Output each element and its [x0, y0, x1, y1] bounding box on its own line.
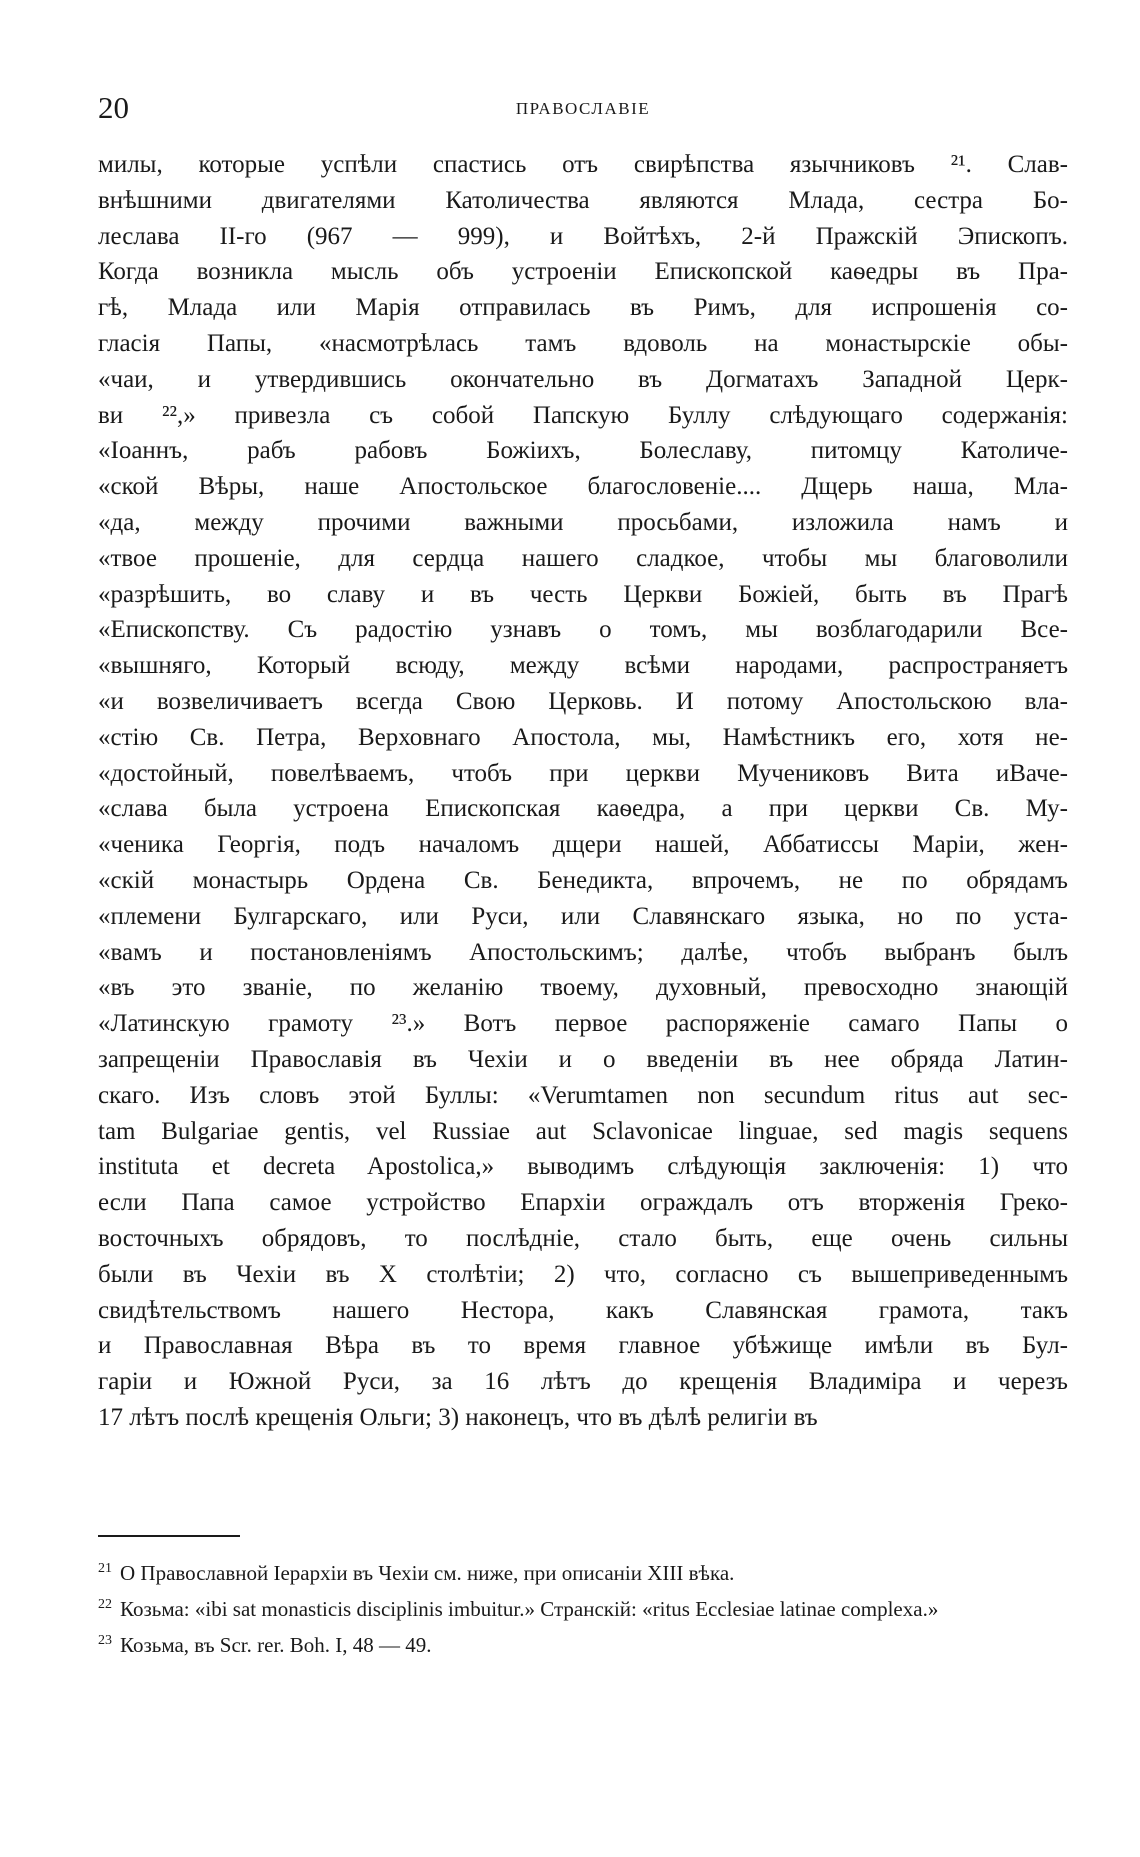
footnote-text: Козьма: «ibi sat monasticis disciplinis imbuitur.» Странскій: «ritus Ecclesiae latinae complexa.»: [120, 1597, 939, 1621]
text-line: tam Bulgariae gentis, vel Russiae aut Sclavonicae linguae, sed magis sequens: [98, 1117, 1068, 1145]
text-line: «Латинскую грамоту ²³.» Вотъ первое распоряженіе самаго Папы о: [98, 1010, 1068, 1038]
text-line: «скій монастырь Ордена Св. Бенедикта, впрочемъ, не по обрядамъ: [98, 866, 1068, 894]
text-line: instituta et decreta Apostolica,» выводимъ слѣдующія заключенія: 1) что: [98, 1153, 1068, 1181]
text-line: скаго. Изъ словъ этой Буллы: «Verumtamen non secundum ritus aut sec-: [98, 1081, 1068, 1109]
footnote-mark: 23: [98, 1633, 112, 1648]
text-line: гласія Папы, «насмотрѣлась тамъ вдоволь на монастырскіе обы-: [98, 329, 1068, 357]
text-line: запрещеніи Православія въ Чехіи и о введеніи въ нее обряда Латин-: [98, 1045, 1068, 1073]
text-line: «племени Булгарскаго, или Руси, или Славянскаго языка, но по уста-: [98, 902, 1068, 930]
text-line: ви ²²,» привезла съ собой Папскую Буллу слѣдующаго содержанія:: [98, 401, 1068, 429]
text-line: внѣшними двигателями Католичества являются Млада, сестра Бо-: [98, 186, 1068, 214]
text-line: «Епископству. Съ радостію узнавъ о томъ, мы возблагодарили Все-: [98, 616, 1068, 644]
footnote-mark: 22: [98, 1597, 112, 1612]
page-number: 20: [98, 90, 129, 125]
text-line: «слава была устроена Епископская каѳедра, а при церкви Св. Му-: [98, 795, 1068, 823]
footnote-mark: 21: [98, 1561, 112, 1576]
footnote-divider: [98, 1535, 240, 1537]
text-line: «ченика Георгія, подъ началомъ дщери нашей, Аббатиссы Маріи, жен-: [98, 831, 1068, 859]
text-line: «чаи, и утвердившись окончательно въ Догматахъ Западной Церк-: [98, 365, 1068, 393]
text-line: леслава II-го (967 — 999), и Войтѣхъ, 2-й Пражскій Эпископъ.: [98, 222, 1068, 250]
text-line: если Папа самое устройство Епархіи ограждалъ отъ вторженія Греко-: [98, 1189, 1068, 1217]
footnote-text: О Православной Іерархіи въ Чехіи см. ниже, при описаніи XIII вѣка.: [120, 1561, 735, 1585]
text-line: «Іоаннъ, рабъ рабовъ Божіихъ, Болеславу, питомцу Католиче-: [98, 437, 1068, 465]
footnote: [98, 1551, 1068, 1587]
text-line: гаріи и Южной Руси, за 16 лѣтъ до крещенія Владиміра и черезъ: [98, 1368, 1068, 1396]
text-line: гѣ, Млада или Марія отправилась въ Римъ, для испрошенія со-: [98, 294, 1068, 322]
body-text: [98, 147, 1068, 1436]
footnote-text: Козьма, въ Scr. rer. Boh. I, 48 — 49.: [120, 1633, 432, 1657]
text-line: и Православная Вѣра въ то время главное убѣжище имѣли въ Бул-: [98, 1332, 1068, 1360]
text-line: «твое прошеніе, для сердца нашего сладкое, чтобы мы благоволили: [98, 544, 1068, 572]
text-line: «да, между прочими важными просьбами, изложила намъ и: [98, 508, 1068, 536]
text-line: «достойный, повелѣваемъ, чтобъ при церкви Мучениковъ Вита иВаче-: [98, 759, 1068, 787]
text-line: «вамъ и постановленіямъ Апостольскимъ; далѣе, чтобъ выбранъ былъ: [98, 938, 1068, 966]
running-title: ПРАВОСЛАВІЕ: [515, 99, 651, 118]
text-line: «и возвеличиваетъ всегда Свою Церковь. И потому Апостольскою вла-: [98, 687, 1068, 715]
footnote: [98, 1587, 1068, 1623]
text-line: 17 лѣтъ послѣ крещенія Ольги; 3) наконецъ, что въ дѣлѣ религіи въ: [98, 1403, 818, 1431]
text-line: свидѣтельствомъ нашего Нестора, какъ Славянская грамота, такъ: [98, 1296, 1068, 1324]
footnotes: [98, 1551, 1068, 1659]
text-line: «ской Вѣры, наше Апостольское благословеніе.... Дщерь наша, Мла-: [98, 473, 1068, 501]
text-line: восточныхъ обрядовъ, то послѣдніе, стало быть, еще очень сильны: [98, 1224, 1068, 1252]
text-line: «разрѣшить, во славу и въ честь Церкви Божіей, быть въ Прагѣ: [98, 580, 1068, 608]
text-line: «въ это званіе, по желанію твоему, духовный, превосходно знающій: [98, 974, 1068, 1002]
page-header: [98, 88, 1068, 128]
text-line: Когда возникла мысль объ устроеніи Епископской каѳедры въ Пра-: [98, 258, 1068, 286]
text-line: «стію Св. Петра, Верховнаго Апостола, мы, Намѣстникъ его, хотя не-: [98, 723, 1068, 751]
text-line: «вышняго, Который всюду, между всѣми народами, распространяетъ: [98, 652, 1068, 680]
text-line: милы, которые успѣли спастись отъ свирѣпства язычниковъ ²¹. Слав-: [98, 151, 1068, 178]
footnote: [98, 1623, 1068, 1659]
text-line: были въ Чехіи въ X столѣтіи; 2) что, согласно съ вышеприведеннымъ: [98, 1260, 1068, 1288]
